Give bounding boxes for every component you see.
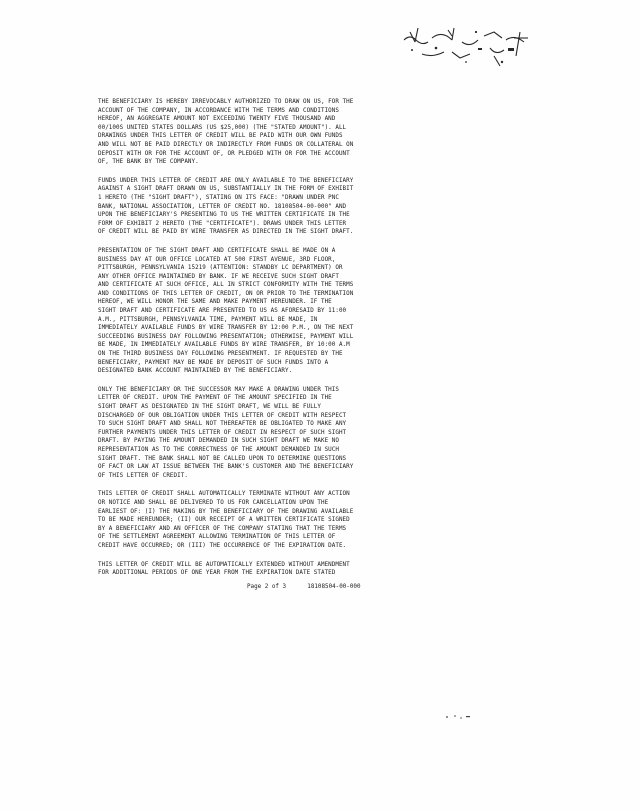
paragraph-drawing-rights: ONLY THE BENEFICIARY OR THE SUCCESSOR MAY MAKE A DRAWING UNDER THIS LETTER OF CREDIT. UPON THE PAYMENT OF THE AMOUNT SPECIFIED IN THE SIGHT DRAFT AS DESIGNATED IN THE SIGHT DRAFT, WE WILL BE FULLY DISCHARGED OF OUR OBLIGATION UNDER THIS LETTER OF CREDIT WITH RESPECT TO SUCH SIGHT DRAFT AND SHALL NOT THEREAFTER BE OBLIGATED TO MAKE ANY FURTHER PAYMENTS UNDER THIS LETTER OF CREDIT IN RESPECT OF SUCH SIGHT DRAFT. BY PAYING THE AMOUNT DEMANDED IN SUCH SIGHT DRAFT WE MAKE NO REPRESENTATION AS TO THE CORRECTNESS OF THE AMOUNT DEMANDED IN SUCH SIGHT DRAFT. THE BANK SHALL NOT BE CALLED UPON TO DETERMINE QUESTIONS OF FACT OR LAW AT ISSUE BETWEEN THE BANK'S CUSTOMER AND THE BENEFICIARY OF THIS LETTER OF CREDIT. xyxy=(98,386,354,479)
page-number: Page 2 of 3 xyxy=(247,584,287,590)
paragraph-funds-availability: FUNDS UNDER THIS LETTER OF CREDIT ARE ONLY AVAILABLE TO THE BENEFICIARY AGAINST A SIGHT DRAFT DRAWN ON US, SUBSTANTIALLY IN THE FORM OF EXHIBIT 1 HERETO (THE "SIGHT DRAFT"), STATING ON ITS FACE: "DRAWN UNDER PNC BANK, NATIONAL ASSOCIATION, LETTER OF CREDIT NO. 18108504-00-000" AND UPON THE BENEFICIARY'S PRESENTING TO US THE WRITTEN CERTIFICATE IN THE FORM OF EXHIBIT 2 HERETO (THE "CERTIFICATE"). DRAWS UNDER THIS LETTER OF CREDIT WILL BE PAID BY WIRE TRANSFER AS DIRECTED IN THE SIGHT DRAFT. xyxy=(98,177,354,236)
page-footer xyxy=(247,583,361,591)
scan-speck xyxy=(443,713,473,721)
paragraph-extension: THIS LETTER OF CREDIT WILL BE AUTOMATICALLY EXTENDED WITHOUT AMENDMENT FOR ADDITIONAL PERIODS OF ONE YEAR FROM THE EXPIRATION DATE STATED xyxy=(98,561,350,577)
letter-reference-number: 18108504-00-000 xyxy=(307,584,361,590)
paragraph-termination: THIS LETTER OF CREDIT SHALL AUTOMATICALLY TERMINATE WITHOUT ANY ACTION OR NOTICE AND SHALL BE DELIVERED TO US FOR CANCELLATION UPON THE EARLIEST OF: (I) THE MAKING BY THE BENEFICIARY OF THE DRAWING AVAILABLE TO BE MADE HEREUNDER; (II) OUR RECEIPT OF A WRITTEN CERTIFICATE SIGNED BY A BENEFICIARY AND AN OFFICER OF THE COMPANY STATING THAT THE TERMS OF THE SETTLEMENT AGREEMENT ALLOWING TERMINATION OF THIS LETTER OF CREDIT HAVE OCCURRED; OR (III) THE OCCURRENCE OF THE EXPIRATION DATE. xyxy=(98,491,354,549)
paragraph-presentation: PRESENTATION OF THE SIGHT DRAFT AND CERTIFICATE SHALL BE MADE ON A BUSINESS DAY AT OUR OFFICE LOCATED AT 500 FIRST AVENUE, 3RD FLOOR, PITTSBURGH, PENNSYLVANIA 15219 (ATTENTION: STANDBY LC DEPARTMENT) OR ANY OTHER OFFICE MAINTAINED BY BANK. IF WE RECEIVE SUCH SIGHT DRAFT AND CERTIFICATE AT SUCH OFFICE, ALL IN STRICT CONFORMITY WITH THE TERMS AND CONDITIONS OF THIS LETTER OF CREDIT, ON OR PRIOR TO THE TERMINATION HEREOF, WE WILL HONOR THE SAME AND MAKE PAYMENT HEREUNDER. IF THE SIGHT DRAFT AND CERTIFICATE ARE PRESENTED TO US AS AFORESAID BY 11:00 A.M., PITTSBURGH, PENNSYLVANIA TIME, PAYMENT WILL BE MADE, IN IMMEDIATELY AVAILABLE FUNDS BY WIRE TRANSFER BY 12:00 P.M., ON THE NEXT SUCCEEDING BUSINESS DAY FOLLOWING PRESENTATION; OTHERWISE, PAYMENT WILL BE MADE, IN IMMEDIATELY AVAILABLE FUNDS BY WIRE TRANSFER, BY 10:00 A.M ON THE THIRD BUSINESS DAY FOLLOWING PRESENTMENT. IF REQUESTED BY THE BENEFICIARY, PAYMENT MAY BE MADE BY DEPOSIT OF SUCH FUNDS INTO A DESIGNATED BANK ACCOUNT MAINTAINED BY THE BENEFICIARY. xyxy=(98,247,354,375)
letter-body xyxy=(98,98,468,588)
paragraph-authorization: THE BENEFICIARY IS HEREBY IRREVOCABLY AUTHORIZED TO DRAW ON US, FOR THE ACCOUNT OF THE COMPANY, IN ACCORDANCE WITH THE TERMS AND CONDITIONS HEREOF, AN AGGREGATE AMOUNT NOT EXCEEDING TWENTY FIVE THOUSAND AND 00/100S UNITED STATES DOLLARS (US $25,000) (THE "STATED AMOUNT"). ALL DRAWINGS UNDER THIS LETTER OF CREDIT WILL BE PAID WITH OUR OWN FUNDS AND WILL NOT BE PAID DIRECTLY OR INDIRECTLY FROM FUNDS OR COLLATERAL ON DEPOSIT WITH OR FOR THE ACCOUNT OF, OR PLEDGED WITH OR FOR THE ACCOUNT OF, THE BANK BY THE COMPANY. xyxy=(98,99,354,166)
received-stamp xyxy=(392,18,542,88)
